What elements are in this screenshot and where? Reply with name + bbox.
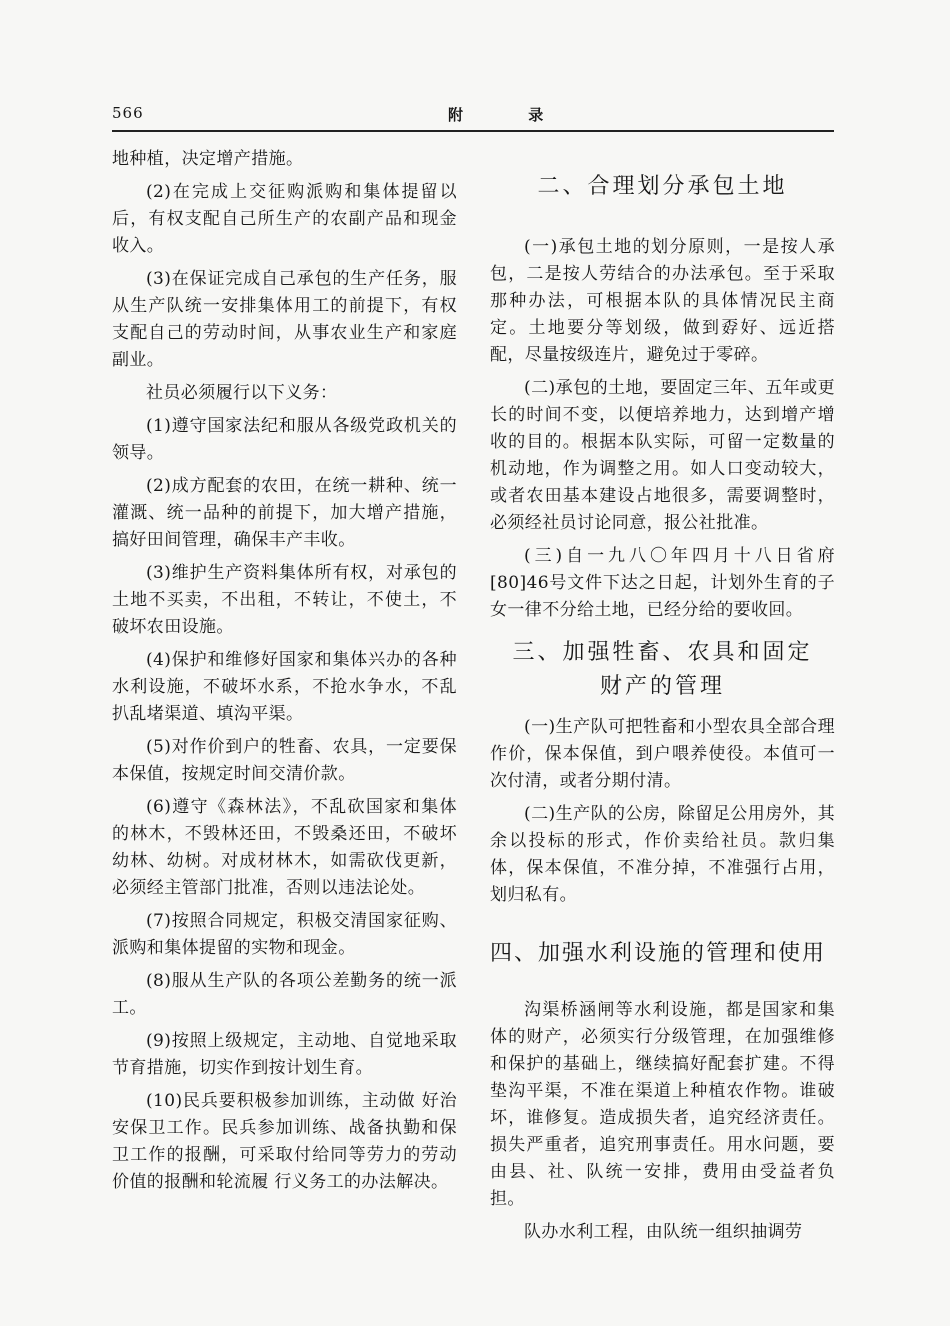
section-heading: 二、合理划分承包土地 [537, 174, 788, 199]
paragraph: (10)民兵要积极参加训练，主动做 好治安保卫工作。民兵参加训练、战备执勤和保卫工作的报酬，可采取付给同等劳力的劳动价值的报酬和轮流履 行义务工的办法解决。 [112, 1091, 457, 1192]
page-number: 566 [112, 104, 144, 122]
page-header [112, 100, 834, 132]
paragraph: (2)成方配套的农田，在统一耕种、统一灌溉、统一品种的前提下，加大增产措施，搞好田间管理，确保丰产丰收。 [112, 476, 457, 550]
paragraph: (5)对作价到户的牲畜、农具，一定要保本保值，按规定时间交清价款。 [112, 737, 457, 784]
section-heading: 三、加强牲畜、农具和固定 [512, 640, 813, 665]
paragraph: (4)保护和维修好国家和集体兴办的各种水利设施，不破坏水系，不抢水争水，不乱扒乱堵渠道、填沟平渠。 [112, 650, 457, 724]
section-heading: 四、加强水利设施的管理和使用 [490, 941, 827, 966]
paragraph: (1)遵守国家法纪和服从各级党政机关的领导。 [112, 416, 457, 463]
paragraph: (6)遵守《森林法》，不乱砍国家和集体的林木，不毁林还田，不毁桑还田，不破坏幼林、幼树。对成材林木，如需砍伐更新，必须经主管部门批准，否则以违法论处。 [112, 797, 457, 898]
paragraph: (9)按照上级规定，主动地、自觉地采取节育措施，切实作到按计划生育。 [112, 1031, 457, 1078]
paragraph: 社员必须履行以下义务： [146, 383, 338, 403]
paragraph: (8)服从生产队的各项公差勤务的统一派工。 [112, 971, 457, 1018]
paragraph: (一)承包土地的划分原则，一是按人承包，二是按人劳结合的办法承包。至于采取那种办法，可根据本队的具体情况民主商定。土地要分等划级，做到孬好、远近搭配，尽量按级连片，避免过于零碎。 [490, 237, 835, 365]
paragraph: (三)自一九八〇年四月十八日省府[80]46号文件下达之日起，计划外生育的子女一律不分给土地，已经分给的要收回。 [490, 546, 835, 620]
paragraph: 沟渠桥涵闸等水利设施，都是国家和集体的财产，必须实行分级管理，在加强维修和保护的基础上，继续搞好配套扩建。不得垫沟平渠，不准在渠道上种植农作物。谁破坏，谁修复。造成损失者，追究经济责任。损失严重者，追究刑事责任。用水问题，要由县、社、队统一安排，费用由受益者负担。 [490, 1000, 835, 1209]
paragraph: (7)按照合同规定，积极交清国家征购、派购和集体提留的实物和现金。 [112, 911, 457, 958]
right-column [490, 146, 835, 1246]
paragraph: (2)在完成上交征购派购和集体提留以后，有权支配自己所生产的农副产品和现金收入。 [112, 182, 457, 256]
paragraph: (3)在保证完成自己承包的生产任务，服从生产队统一安排集体用工的前提下，有权支配自己的劳动时间，从事农业生产和家庭副业。 [112, 269, 457, 370]
paragraph: (二)承包的土地，要固定三年、五年或更长的时间不变，以便培养地力，达到增产增收的目的。根据本队实际，可留一定数量的机动地，作为调整之用。如人口变动较大，或者农田基本建设占地很多，需要调整时，必须经社员讨论同意，报公社批准。 [490, 378, 835, 533]
paragraph: (二)生产队的公房，除留足公用房外，其余以投标的形式，作价卖给社员。款归集体，保本保值，不准分掉，不准强行占用，划归私有。 [490, 804, 835, 905]
left-column [112, 146, 457, 1196]
paragraph: (一)生产队可把牲畜和小型农具全部合理作价，保本保值，到户喂养使役。本值可一次付清，或者分期付清。 [490, 717, 835, 791]
running-head: 附 录 [448, 106, 574, 124]
paragraph: 队办水利工程，由队统一组织抽调劳 [524, 1222, 803, 1242]
paragraph: 地种植，决定增产措施。 [112, 149, 304, 169]
paragraph: (3)维护生产资料集体所有权，对承包的土地不买卖，不出租，不转让，不使土，不破坏农田设施。 [112, 563, 457, 637]
section-heading-continued: 财产的管理 [599, 674, 725, 699]
